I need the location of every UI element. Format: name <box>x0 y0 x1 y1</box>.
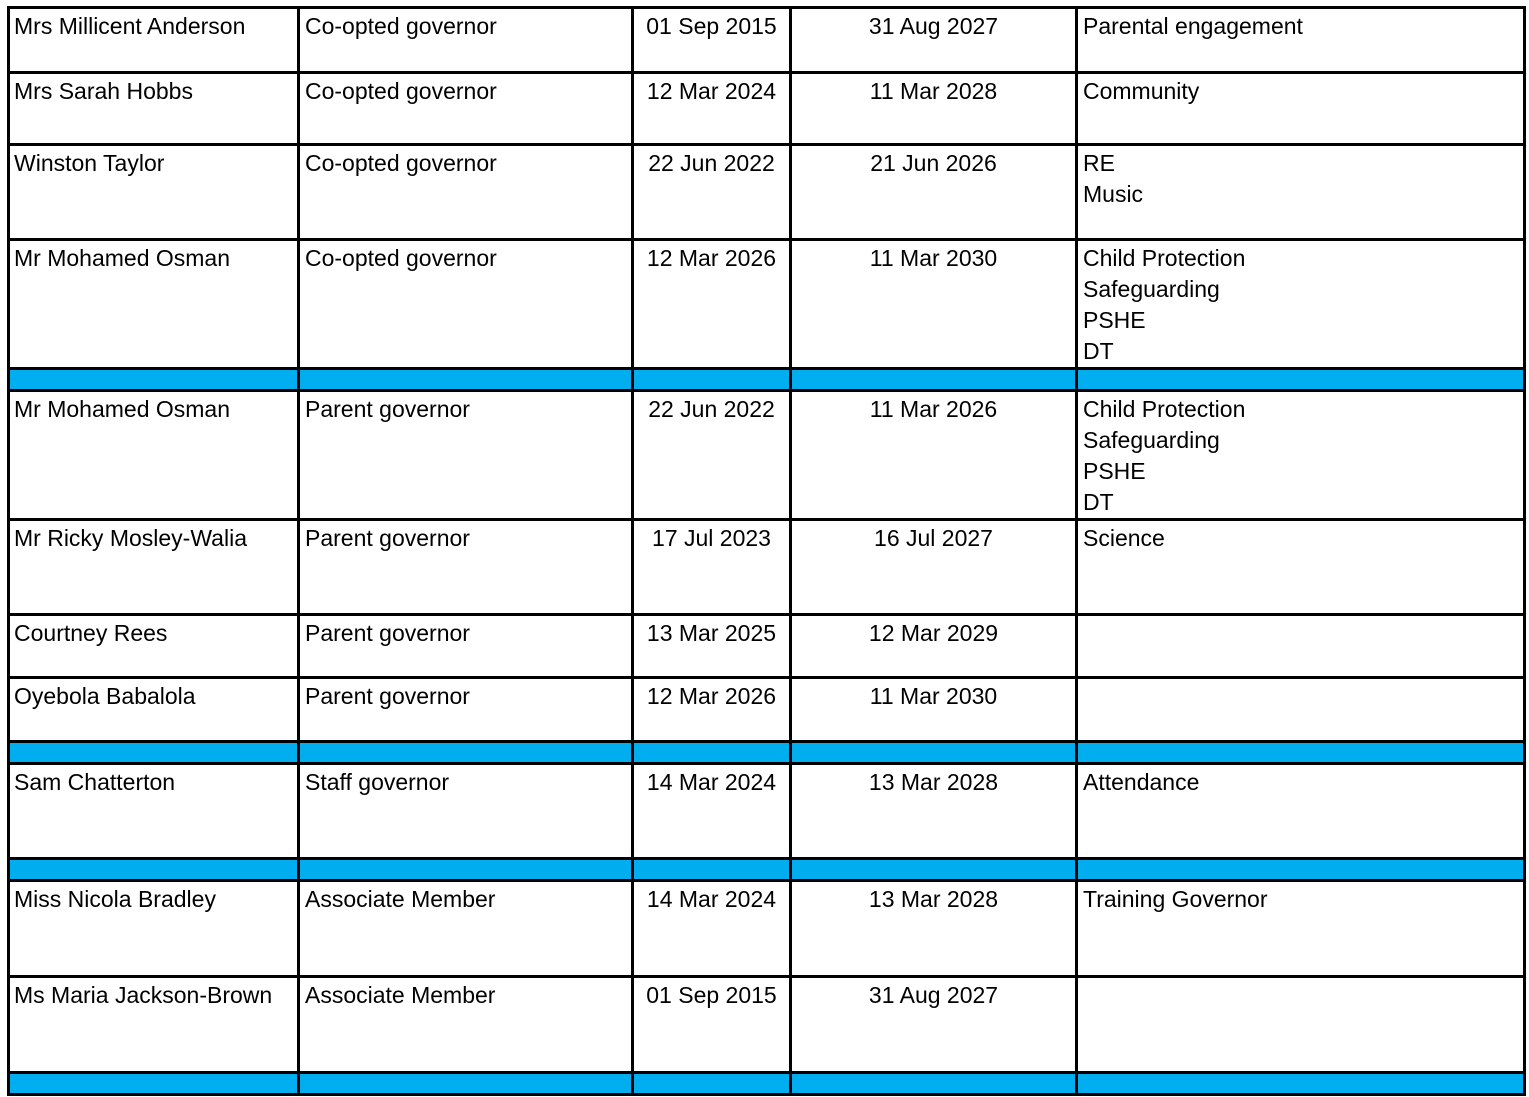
separator-cell <box>1077 369 1525 391</box>
term-end-cell: 16 Jul 2027 <box>791 520 1077 615</box>
term-end-cell: 11 Mar 2030 <box>791 678 1077 742</box>
responsibility-item: Child Protection <box>1083 245 1246 271</box>
separator-cell <box>791 859 1077 881</box>
table-row <box>9 615 1525 678</box>
section-separator-row <box>9 1073 1525 1095</box>
responsibilities-cell <box>1077 240 1525 369</box>
member-role-cell: Parent governor <box>299 520 633 615</box>
term-end-cell: 13 Mar 2028 <box>791 881 1077 977</box>
separator-cell <box>791 369 1077 391</box>
responsibilities-cell <box>1077 391 1525 520</box>
separator-cell <box>791 1073 1077 1095</box>
member-role-cell: Associate Member <box>299 977 633 1073</box>
member-name-cell: Ms Maria Jackson-Brown <box>9 977 299 1073</box>
separator-cell <box>299 1073 633 1095</box>
responsibility-item: Child Protection <box>1083 396 1246 422</box>
member-role-cell: Parent governor <box>299 391 633 520</box>
term-start-cell: 17 Jul 2023 <box>633 520 791 615</box>
table-row <box>9 977 1525 1073</box>
responsibility-item: Science <box>1083 525 1165 551</box>
responsibilities-cell <box>1077 8 1525 73</box>
term-end-cell: 11 Mar 2030 <box>791 240 1077 369</box>
responsibility-item: Parental engagement <box>1083 13 1303 39</box>
member-name-cell: Mrs Millicent Anderson <box>9 8 299 73</box>
responsibilities-cell <box>1077 881 1525 977</box>
term-end-cell: 13 Mar 2028 <box>791 764 1077 859</box>
member-name-cell: Mr Ricky Mosley-Walia <box>9 520 299 615</box>
responsibility-item: PSHE <box>1083 458 1146 484</box>
table-row <box>9 73 1525 145</box>
responsibility-item: Community <box>1083 78 1200 104</box>
term-start-cell: 14 Mar 2024 <box>633 764 791 859</box>
separator-cell <box>9 1073 299 1095</box>
term-start-cell: 14 Mar 2024 <box>633 881 791 977</box>
separator-cell <box>633 369 791 391</box>
member-name-cell: Winston Taylor <box>9 145 299 240</box>
responsibilities-cell <box>1077 678 1525 742</box>
table-row <box>9 391 1525 520</box>
table-row <box>9 145 1525 240</box>
section-separator-row <box>9 859 1525 881</box>
responsibility-item: RE <box>1083 150 1115 176</box>
member-role-cell: Staff governor <box>299 764 633 859</box>
member-role-cell: Co-opted governor <box>299 240 633 369</box>
responsibility-item: Music <box>1083 181 1144 207</box>
table-row <box>9 240 1525 369</box>
term-start-cell: 12 Mar 2026 <box>633 678 791 742</box>
separator-cell <box>299 742 633 764</box>
term-start-cell: 01 Sep 2015 <box>633 8 791 73</box>
term-start-cell: 13 Mar 2025 <box>633 615 791 678</box>
table-row <box>9 881 1525 977</box>
member-name-cell: Sam Chatterton <box>9 764 299 859</box>
term-end-cell: 21 Jun 2026 <box>791 145 1077 240</box>
table-row <box>9 764 1525 859</box>
term-start-cell: 12 Mar 2024 <box>633 73 791 145</box>
separator-cell <box>9 369 299 391</box>
separator-cell <box>633 859 791 881</box>
responsibilities-cell <box>1077 764 1525 859</box>
separator-cell <box>299 859 633 881</box>
member-role-cell: Parent governor <box>299 678 633 742</box>
separator-cell <box>1077 1073 1525 1095</box>
responsibility-item: Attendance <box>1083 769 1200 795</box>
term-end-cell: 31 Aug 2027 <box>791 977 1077 1073</box>
member-name-cell: Miss Nicola Bradley <box>9 881 299 977</box>
responsibilities-cell <box>1077 145 1525 240</box>
separator-cell <box>9 742 299 764</box>
section-separator-row <box>9 369 1525 391</box>
separator-cell <box>633 1073 791 1095</box>
responsibility-item: PSHE <box>1083 307 1146 333</box>
separator-cell <box>1077 859 1525 881</box>
term-start-cell: 22 Jun 2022 <box>633 391 791 520</box>
term-start-cell: 01 Sep 2015 <box>633 977 791 1073</box>
term-end-cell: 11 Mar 2028 <box>791 73 1077 145</box>
responsibilities-cell <box>1077 977 1525 1073</box>
table-row <box>9 8 1525 73</box>
term-end-cell: 12 Mar 2029 <box>791 615 1077 678</box>
responsibilities-cell <box>1077 73 1525 145</box>
responsibility-item: Training Governor <box>1083 886 1268 912</box>
member-role-cell: Co-opted governor <box>299 73 633 145</box>
separator-cell <box>299 369 633 391</box>
member-name-cell: Oyebola Babalola <box>9 678 299 742</box>
table-row <box>9 520 1525 615</box>
responsibilities-cell <box>1077 615 1525 678</box>
responsibility-item: DT <box>1083 489 1114 515</box>
member-name-cell: Mr Mohamed Osman <box>9 391 299 520</box>
member-name-cell: Mr Mohamed Osman <box>9 240 299 369</box>
responsibility-item: Safeguarding <box>1083 276 1220 302</box>
member-role-cell: Co-opted governor <box>299 145 633 240</box>
responsibilities-cell <box>1077 520 1525 615</box>
table-row <box>9 678 1525 742</box>
responsibility-item: DT <box>1083 338 1114 364</box>
member-name-cell: Courtney Rees <box>9 615 299 678</box>
responsibility-item: Safeguarding <box>1083 427 1220 453</box>
member-role-cell: Co-opted governor <box>299 8 633 73</box>
section-separator-row <box>9 742 1525 764</box>
member-role-cell: Parent governor <box>299 615 633 678</box>
term-start-cell: 22 Jun 2022 <box>633 145 791 240</box>
term-start-cell: 12 Mar 2026 <box>633 240 791 369</box>
member-name-cell: Mrs Sarah Hobbs <box>9 73 299 145</box>
member-role-cell: Associate Member <box>299 881 633 977</box>
separator-cell <box>791 742 1077 764</box>
governors-table <box>7 6 1526 1096</box>
separator-cell <box>1077 742 1525 764</box>
term-end-cell: 11 Mar 2026 <box>791 391 1077 520</box>
term-end-cell: 31 Aug 2027 <box>791 8 1077 73</box>
separator-cell <box>9 859 299 881</box>
separator-cell <box>633 742 791 764</box>
